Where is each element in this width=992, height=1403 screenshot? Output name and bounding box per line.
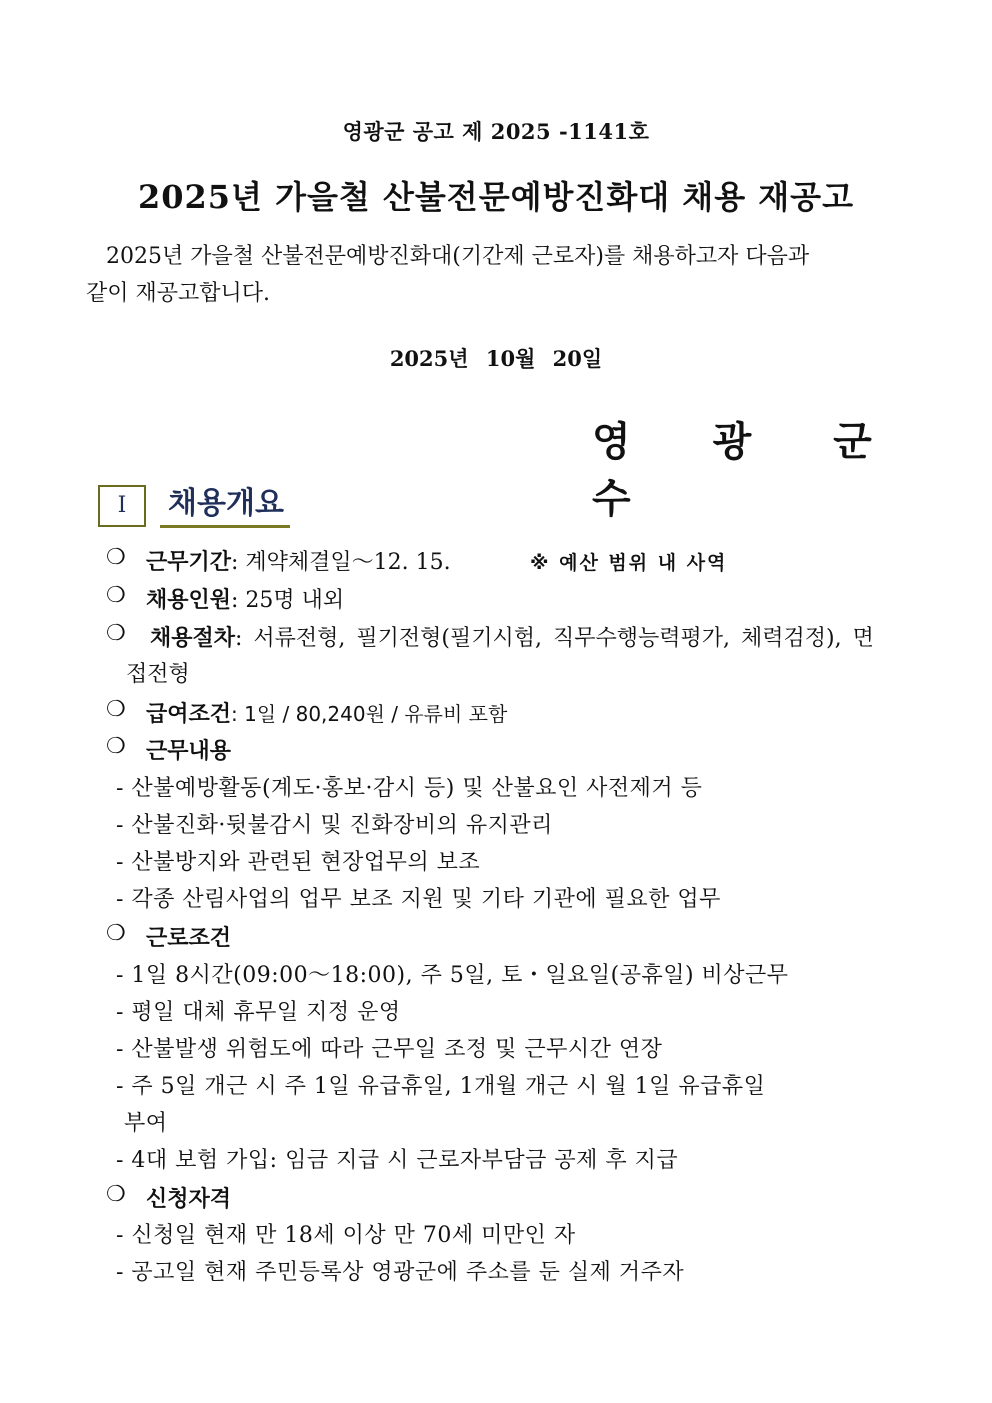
headcount-value: : 25명 내외 [231, 588, 345, 613]
duties-label: 근무내용 [146, 738, 232, 764]
condition-line: - 산불발생 위험도에 따라 근무일 조정 및 근무시간 연장 [116, 1037, 663, 1062]
headcount-row [146, 583, 344, 614]
procedure-value-line2: 접전형 [126, 662, 190, 687]
bullet-icon: ❍ [106, 583, 126, 608]
duty-line: - 산불방지와 관련된 현장업무의 보조 [116, 850, 481, 875]
duty-line: - 산불예방활동(계도·홍보·감시 등) 및 산불요인 사전제거 등 [116, 776, 703, 801]
signer: 영 광 군 수 [592, 418, 906, 522]
intro-paragraph [86, 238, 896, 312]
bullet-icon: ❍ [106, 697, 126, 722]
condition-line: - 주 5일 개근 시 주 1일 유급휴일, 1개월 개근 시 월 1일 유급휴일 [116, 1074, 766, 1099]
section-title: 채용개요 [160, 482, 290, 528]
work-period-value: : 계약체결일～12. 15. [231, 550, 451, 575]
headcount-label: 채용인원 [146, 587, 232, 613]
work-period-row [146, 545, 451, 576]
duty-line: - 산불진화·뒷불감시 및 진화장비의 유지관리 [116, 813, 553, 838]
eligibility-line: - 공고일 현재 주민등록상 영광군에 주소를 둔 실제 거주자 [116, 1260, 685, 1285]
intro-line-2: 같이 재공고합니다. [86, 281, 271, 306]
notice-number: 영광군 공고 제 2025 -1141호 [342, 119, 650, 144]
bullet-icon: ❍ [106, 545, 126, 570]
eligibility-label: 신청자격 [146, 1186, 232, 1212]
duty-line: - 각종 산림사업의 업무 보조 지원 및 기타 기관에 필요한 업무 [116, 887, 721, 912]
salary-label: 급여조건 [146, 701, 232, 727]
conditions-label: 근로조건 [146, 925, 232, 951]
procedure-row [150, 621, 874, 652]
budget-note: ※ 예산 범위 내 사역 [530, 552, 728, 574]
condition-line-continued: 부여 [124, 1111, 168, 1136]
condition-line: - 평일 대체 휴무일 지정 운영 [116, 1000, 401, 1025]
work-period-label: 근무기간 [146, 549, 232, 575]
bullet-icon: ❍ [106, 1182, 126, 1207]
bullet-icon: ❍ [106, 734, 126, 759]
intro-line-1: 2025년 가을철 산불전문예방진화대(기간제 근로자)를 채용하고자 다음과 [106, 244, 810, 269]
condition-line: - 1일 8시간(09:00～18:00), 주 5일, 토・일요일(공휴일) 비상근무 [116, 963, 789, 988]
salary-value: : 1일 / 80,240원 / 유류비 포함 [231, 702, 508, 726]
procedure-value: : 서류전형, 필기전형(필기시험, 직무수행능력평가, 체력검정), 면 [235, 626, 874, 651]
eligibility-line: - 신청일 현재 만 18세 이상 만 70세 미만인 자 [116, 1223, 576, 1248]
condition-line: - 4대 보험 가입: 임금 지급 시 근로자부담금 공제 후 지급 [116, 1148, 679, 1173]
bullet-icon: ❍ [106, 621, 126, 646]
procedure-label: 채용절차 [150, 625, 236, 651]
notice-date: 2025년 10월 20일 [389, 346, 603, 371]
section-number-box: I [98, 485, 146, 527]
document-title: 2025년 가을철 산불전문예방진화대 채용 재공고 [137, 178, 855, 216]
bullet-icon: ❍ [106, 921, 126, 946]
salary-row [146, 697, 507, 728]
